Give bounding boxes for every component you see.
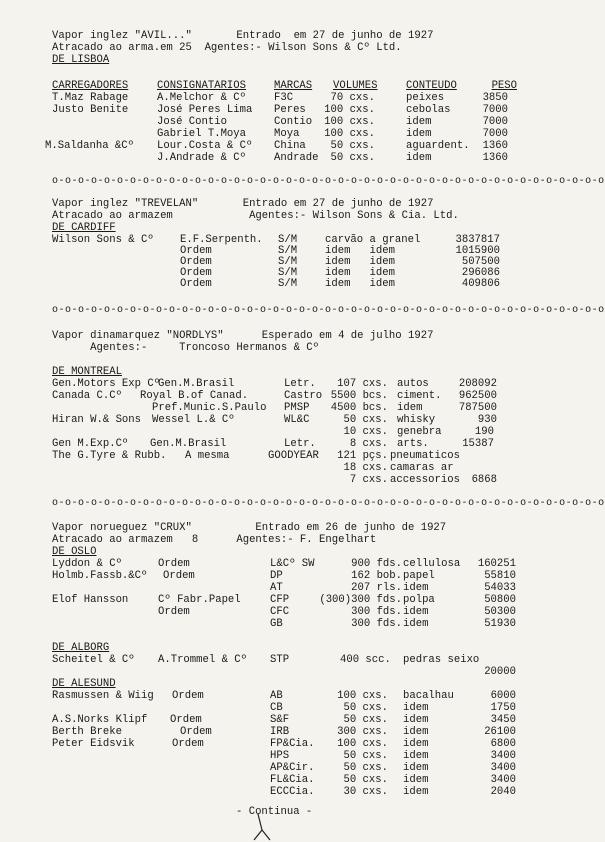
s4-alesund-cell: ECCCia. — [270, 786, 315, 798]
s1-header-0: CARREGADORES — [52, 80, 129, 92]
s4-alesund-cell: 6000 — [490, 690, 516, 702]
s4-alesund-cell: 26100 — [484, 726, 516, 738]
s1-cell: Gabriel T.Moya — [157, 128, 247, 140]
s1-cell: F3C — [274, 92, 294, 104]
s4-alesund-cell: idem — [403, 702, 429, 714]
signature-mark-icon — [240, 812, 280, 842]
s3-cell: genebra — [397, 426, 442, 438]
s2-cell: 296086 — [461, 267, 500, 279]
s3-cell: 121 pçs. — [337, 450, 388, 462]
s4-cell: Lyddon & Cº — [52, 558, 122, 570]
s4-alesund-cell: FL&Cia. — [270, 774, 315, 786]
s1-origin: DE LISBOA — [52, 54, 110, 66]
s4-alesund-cell: Berth Breke — [52, 726, 122, 738]
s3-cell: 208092 — [458, 378, 497, 390]
s2-cell: 507500 — [461, 256, 500, 268]
s4-cell: idem — [403, 582, 429, 594]
s4-cell: papel — [403, 570, 435, 582]
s3-cell: GOODYEAR — [268, 450, 319, 462]
s1-cell: 7000 — [482, 128, 508, 140]
s4-alesund-cell: 50 cxs. — [343, 750, 388, 762]
s1-cell: A.Melchor & Cº — [157, 92, 247, 104]
s1-cell: Contio — [274, 116, 313, 128]
s3-cell: 190 — [474, 426, 494, 438]
s2-cell: S/M — [278, 267, 298, 279]
s3-agents-line: Agentes:- Troncoso Hermanos & Cº — [52, 342, 320, 354]
s4-alesund-cell: 50 cxs. — [343, 714, 388, 726]
s4-alesund-cell: CB — [270, 702, 283, 714]
s3-origin: DE MONTREAL — [52, 366, 122, 378]
s3-cell: Canada C.Cº — [52, 390, 122, 402]
s2-cell: idem idem — [325, 245, 395, 257]
s4-cell: DP — [270, 570, 283, 582]
s1-cell: idem — [406, 116, 432, 128]
s4-cell: idem — [403, 606, 429, 618]
s4-alesund-cell: FP&Cia. — [270, 738, 315, 750]
s3-cell: 10 cxs. — [343, 426, 388, 438]
s3-cell: autos — [397, 378, 429, 390]
s2-cell: E.F.Serpenth. — [180, 234, 263, 246]
s4-alesund-cell: idem — [403, 726, 429, 738]
s1-header-2: MARCAS — [274, 80, 313, 92]
s3-cell: The G.Tyre & Rubb. — [52, 450, 167, 462]
s1-cell: Andrade — [274, 152, 319, 164]
s3-cell: Gen.Motors Exp Cº — [52, 378, 161, 390]
s3-cell: 15387 — [462, 438, 494, 450]
s4-alesund-cell: Peter Eidsvik — [52, 738, 135, 750]
s4-cell: 900 fds. — [351, 558, 402, 570]
s4-cell: Ordem — [158, 606, 190, 618]
s4-cell: Ordem — [158, 558, 190, 570]
s1-cell: 7000 — [482, 104, 508, 116]
s4-alesund-cell: HPS — [270, 750, 290, 762]
s1-header-4: CONTEUDO — [406, 80, 457, 92]
s3-cell: arts. — [397, 438, 429, 450]
s4-cell: 207 rls. — [351, 582, 402, 594]
s4-alesund-cell: idem — [403, 762, 429, 774]
s1-cell: 3850 — [482, 92, 508, 104]
s4-alesund-cell: 3450 — [490, 714, 516, 726]
s2-cell: idem idem — [325, 278, 395, 290]
s2-cell: S/M — [278, 234, 298, 246]
s4-alesund-cell: idem — [403, 774, 429, 786]
s4-alesund-cell: Ordem — [170, 714, 202, 726]
s4-alesund-cell: idem — [403, 750, 429, 762]
s3-cell: Hiran W.& Sons — [52, 414, 142, 426]
s2-origin: DE CARDIFF — [52, 222, 116, 234]
s1-cell: M.Saldanha &Cº — [45, 140, 135, 152]
s4-alborg-weight: 20000 — [484, 666, 516, 678]
s4-cell: 50300 — [484, 606, 516, 618]
s4-alesund-cell: bacalhau — [403, 690, 454, 702]
s2-cell: carvão a granel — [325, 234, 421, 246]
s4-cell: idem — [403, 618, 429, 630]
s3-cell: 50 cxs. — [343, 414, 388, 426]
s4-alesund-cell: 1750 — [490, 702, 516, 714]
s4-cell: AT — [270, 582, 283, 594]
s1-cell: China — [274, 140, 306, 152]
s4-alesund-cell: 3400 — [490, 774, 516, 786]
s1-cell: 100 cxs. — [324, 116, 375, 128]
s4-cell: 51930 — [484, 618, 516, 630]
s4-alborg-cell: Scheitel & Cº — [52, 654, 135, 666]
s3-cell: accessorios — [390, 474, 460, 486]
s4-vessel-line: Vapor norueguez "CRUX" Entrado em 26 de junho de 1927 — [52, 522, 447, 534]
s3-cell: whisky — [397, 414, 436, 426]
s1-cell: Peres — [274, 104, 306, 116]
s3-cell: 930 — [477, 414, 497, 426]
s4-cell: L&Cº SW — [270, 558, 315, 570]
s1-cell: aguardent. — [406, 140, 470, 152]
s4-alesund-cell: IRB — [270, 726, 290, 738]
s4-alesund-cell: 50 cxs. — [343, 702, 388, 714]
s2-cell: Ordem — [180, 267, 212, 279]
separator-2: o-o-o-o-o-o-o-o-o-o-o-o-o-o-o-o-o-o-o-o-o-o-o-o-o-o-o-o-o-o-o-o-o-o-o-o-o-o-o-o-o-o-o — [52, 305, 605, 316]
s4-cell: (300)300 fds. — [319, 594, 402, 606]
s2-cell: S/M — [278, 278, 298, 290]
s1-cell: 1360 — [482, 140, 508, 152]
s4-origin-alborg: DE ALBORG — [52, 642, 110, 654]
s2-cell: Ordem — [180, 278, 212, 290]
s3-cell: idem — [397, 402, 423, 414]
s4-alborg-cell: STP — [270, 654, 290, 666]
s3-cell: PMSP — [284, 402, 310, 414]
s3-cell: Letr. — [284, 378, 316, 390]
s4-origin-alesund: DE ALESUND — [52, 678, 116, 690]
s1-berth-line: Atracado ao arma.em 25 Agentes:- Wilson Sons & Cº Ltd. — [52, 42, 402, 54]
s4-cell: GB — [270, 618, 283, 630]
s1-cell: T.Maz Rabage — [52, 92, 129, 104]
s1-cell: cebolas — [406, 104, 451, 116]
s1-cell: 100 cxs. — [324, 128, 375, 140]
s2-cell: idem idem — [325, 256, 395, 268]
s2-cell: Ordem — [180, 245, 212, 257]
s3-cell: ciment. — [397, 390, 442, 402]
s4-alesund-cell: 6800 — [490, 738, 516, 750]
s3-cell: Gen.M.Brasil — [150, 438, 227, 450]
s2-cell: S/M — [278, 245, 298, 257]
s1-header-3: VOLUMES — [333, 80, 378, 92]
s1-cell: 50 cxs. — [330, 152, 375, 164]
s4-origin: DE OSLO — [52, 546, 97, 558]
s4-cell: polpa — [403, 594, 435, 606]
s1-cell: 7000 — [482, 116, 508, 128]
s3-cell: camaras ar — [390, 462, 454, 474]
s4-alesund-cell: 100 cxs. — [337, 690, 388, 702]
s1-cell: J.Andrade & Cº — [157, 152, 247, 164]
s2-cell: Wilson Sons & Cº — [52, 234, 154, 246]
s3-cell: 18 cxs. — [343, 462, 388, 474]
s3-cell: Gen.M.Brasil — [158, 378, 235, 390]
s3-cell: Royal B.of Canad. — [140, 390, 249, 402]
s3-cell: 8 cxs. — [349, 438, 388, 450]
s4-cell: 160251 — [477, 558, 516, 570]
s4-alesund-cell: AB — [270, 690, 283, 702]
s3-cell: Letr. — [284, 438, 316, 450]
s4-alesund-cell: Ordem — [180, 726, 212, 738]
s1-cell: 1360 — [482, 152, 508, 164]
s4-cell: 300 fds. — [351, 606, 402, 618]
s4-alesund-cell: idem — [403, 738, 429, 750]
s4-alesund-cell: 3400 — [490, 762, 516, 774]
s4-cell: CFP — [270, 594, 290, 606]
s4-alesund-cell: Ordem — [172, 738, 204, 750]
s4-alborg-cell: A.Trommel & Cº — [158, 654, 248, 666]
s4-alesund-cell: 50 cxs. — [343, 762, 388, 774]
s4-alesund-cell: AP&Cir. — [270, 762, 315, 774]
s3-cell: 5500 bcs. — [330, 390, 388, 402]
s1-cell: 100 cxs. — [324, 104, 375, 116]
s4-alesund-cell: 30 cxs. — [343, 786, 388, 798]
s2-cell: 3837817 — [455, 234, 500, 246]
s1-cell: peixes — [406, 92, 445, 104]
s3-cell: Pref.Munic.S.Paulo — [152, 402, 267, 414]
s4-cell: Elof Hansson — [52, 594, 129, 606]
s4-cell: 162 bob. — [351, 570, 402, 582]
s4-alesund-cell: A.S.Norks Klipf — [52, 714, 148, 726]
s2-cell: S/M — [278, 256, 298, 268]
s4-cell: Ordem — [163, 570, 195, 582]
s3-cell: A mesma — [185, 450, 230, 462]
s3-cell: 787500 — [458, 402, 497, 414]
s2-berth-line: Atracado ao armazem Agentes:- Wilson Sons & Cia. Ltd. — [52, 210, 459, 222]
s4-alesund-cell: 2040 — [490, 786, 516, 798]
s4-alborg-cell: pedras seixo — [403, 654, 480, 666]
s4-cell: 54033 — [484, 582, 516, 594]
s1-cell: Moya — [274, 128, 300, 140]
s1-cell: José Contio — [157, 116, 227, 128]
separator-1: o-o-o-o-o-o-o-o-o-o-o-o-o-o-o-o-o-o-o-o-o-o-o-o-o-o-o-o-o-o-o-o-o-o-o-o-o-o-o-o-o-o-o — [52, 176, 605, 187]
s2-cell: 409806 — [461, 278, 500, 290]
s4-alesund-cell: Rasmussen & Wiig — [52, 690, 154, 702]
s4-cell: 50800 — [484, 594, 516, 606]
s2-cell: idem idem — [325, 267, 395, 279]
s4-cell: CFC — [270, 606, 290, 618]
s4-alesund-cell: 100 cxs. — [337, 738, 388, 750]
s1-cell: José Peres Lima — [157, 104, 253, 116]
separator-3: o-o-o-o-o-o-o-o-o-o-o-o-o-o-o-o-o-o-o-o-o-o-o-o-o-o-o-o-o-o-o-o-o-o-o-o-o-o-o-o-o-o-o — [52, 498, 605, 509]
s4-cell: 300 fds. — [351, 618, 402, 630]
s3-cell: 107 cxs. — [337, 378, 388, 390]
s2-cell: Ordem — [180, 256, 212, 268]
s2-cell: 1015900 — [455, 245, 500, 257]
s4-cell: Holmb.Fassb.&Cº — [52, 570, 148, 582]
s4-berth-line: Atracado ao armazem 8 Agentes:- F. Engelhart — [52, 534, 377, 546]
s4-alesund-cell: 3400 — [490, 750, 516, 762]
s4-alesund-cell: 50 cxs. — [343, 774, 388, 786]
s3-vessel-line: Vapor dinamarquez "NORDLYS" Esperado em 4 de julho 1927 — [52, 330, 434, 342]
continued-footer: - Continua - — [236, 806, 313, 818]
s3-cell: Wessel L.& Cº — [152, 414, 235, 426]
s4-cell: Cº Fabr.Papel — [158, 594, 241, 606]
s4-alesund-cell: idem — [403, 786, 429, 798]
s4-alesund-cell: idem — [403, 714, 429, 726]
s1-cell: 70 cxs. — [330, 92, 375, 104]
s3-cell: Gen M.Exp.Cº — [52, 438, 129, 450]
s1-cell: idem — [406, 128, 432, 140]
s3-cell: pneumaticos — [390, 450, 460, 462]
s1-cell: Lour.Costa & Cº — [157, 140, 253, 152]
s3-cell: 6868 — [471, 474, 497, 486]
s1-header-5: PESO — [491, 80, 517, 92]
s1-cell: 50 cxs. — [330, 140, 375, 152]
s2-vessel-line: Vapor inglez "TREVELAN" Entrado em 27 de junho de 1927 — [52, 198, 434, 210]
s4-cell: cellulosa — [403, 558, 461, 570]
s3-cell: 7 cxs. — [349, 474, 388, 486]
s1-vessel-line: Vapor inglez "AVIL..." Entrado em 27 de junho de 1927 — [52, 30, 434, 42]
s4-cell: 55810 — [484, 570, 516, 582]
s4-alesund-cell: Ordem — [172, 690, 204, 702]
s4-alesund-cell: S&F — [270, 714, 290, 726]
s3-cell: 962500 — [458, 390, 497, 402]
s1-cell: Justo Benite — [52, 104, 129, 116]
s1-header-1: CONSIGNATARIOS — [157, 80, 247, 92]
s4-alborg-cell: 400 scc. — [340, 654, 391, 666]
s3-cell: WL&C — [284, 414, 310, 426]
s1-cell: idem — [406, 152, 432, 164]
s3-cell: 4500 bcs. — [330, 402, 388, 414]
s3-cell: Castro — [284, 390, 323, 402]
s4-alesund-cell: 300 cxs. — [337, 726, 388, 738]
